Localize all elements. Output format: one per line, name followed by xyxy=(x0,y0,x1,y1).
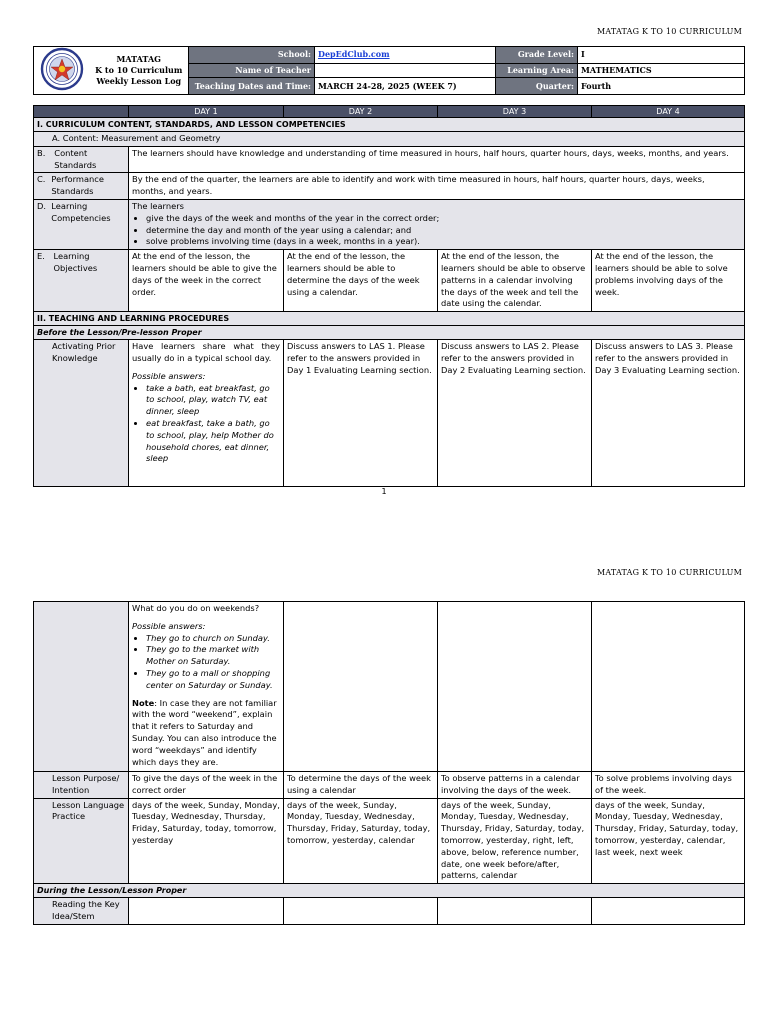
note-text: : In case they are not familiar with the word “weekend”, explain that it refers to Saturday and Sunday. You can also introduce the word “weekdays” and identify which days they are. xyxy=(132,697,277,767)
purpose-day-4: To solve problems involving days of the week. xyxy=(592,772,745,799)
teaching-dates-label: Teaching Dates and Time: xyxy=(189,78,315,95)
list-item: • determine the day and month of the year using a calendar; and xyxy=(146,225,741,237)
language-day-4: days of the week, Sunday, Monday, Tuesday, Wednesday, Thursday, Friday, Saturday, today, tomorrow, yesterday, calendar, last week, next week xyxy=(592,798,745,884)
learning-competencies-text xyxy=(129,199,745,249)
list-item: • They go to the market with Mother on Saturday. xyxy=(146,644,280,668)
grade-value: I xyxy=(578,47,745,64)
content-standards-row xyxy=(34,146,745,173)
activating-day-3: Discuss answers to LAS 2. Please refer to the answers provided in Day 2 Evaluating Learning section. xyxy=(438,340,592,487)
content-heading: A. Content: Measurement and Geometry xyxy=(34,132,745,147)
row-label: Performance Standards xyxy=(51,174,104,197)
title-line: MATATAG xyxy=(116,54,161,64)
learning-objectives-row xyxy=(34,250,745,312)
activating-prior-knowledge-row xyxy=(34,340,745,487)
lesson-table-page-1 xyxy=(33,105,745,487)
list-item: • give the days of the week and months of the year in the correct order; xyxy=(146,213,741,225)
objective-day-3: At the end of the lesson, the learners should be able to observe patterns in a calendar involving the days of the week and tell the date using the calendar. xyxy=(438,250,592,312)
section-heading-row xyxy=(34,312,745,326)
section-heading: I. CURRICULUM CONTENT, STANDARDS, AND LESSON COMPETENCIES xyxy=(34,118,745,132)
reading-day-3 xyxy=(438,898,592,925)
objective-day-2: At the end of the lesson, the learners should be able to determine the days of the week using a calendar. xyxy=(284,250,438,312)
objective-day-1: At the end of the lesson, the learners should be able to give the days of the week in the correct order. xyxy=(129,250,284,312)
list-item: • take a bath, eat breakfast, go to school, play, watch TV, eat dinner, sleep xyxy=(146,383,280,418)
content-standards-text: The learners should have knowledge and understanding of time measured in hours, half hours, quarter hours, days, weeks, months, and years. xyxy=(129,146,745,173)
language-day-1: days of the week, Sunday, Monday, Tuesday, Wednesday, Thursday, Friday, Saturday, today, tomorrow, yesterday xyxy=(129,798,284,884)
quarter-value: Fourth xyxy=(578,78,745,95)
note-label: Note xyxy=(132,697,155,708)
activating-day-2: Discuss answers to LAS 1. Please refer to the answers provided in Day 1 Evaluating Learning section. xyxy=(284,340,438,487)
activating-label-continued xyxy=(34,602,129,772)
section-heading-row xyxy=(34,118,745,132)
school-label: School: xyxy=(189,47,315,64)
objective-day-4: At the end of the lesson, the learners should be able to solve problems involving days of the week. xyxy=(592,250,745,312)
lesson-language-label: Lesson Language Practice xyxy=(34,798,129,884)
day-header: DAY 2 xyxy=(284,106,438,118)
running-header: MATATAG K TO 10 CURRICULUM xyxy=(596,27,742,36)
grade-label: Grade Level: xyxy=(496,47,578,64)
teacher-value xyxy=(315,63,496,78)
competencies-list xyxy=(132,213,741,248)
school-link[interactable]: DepEdClub.com xyxy=(318,49,390,60)
teaching-dates-value: MARCH 24-28, 2025 (WEEK 7) xyxy=(315,78,496,95)
purpose-day-2: To determine the days of the week using a calendar xyxy=(284,772,438,799)
school-value xyxy=(315,47,496,64)
lesson-table-page-2 xyxy=(33,601,745,925)
performance-standards-row xyxy=(34,173,745,200)
activating-continued-row xyxy=(34,602,745,772)
performance-standards-label xyxy=(34,173,129,200)
lesson-log-header xyxy=(33,46,745,95)
activating-label: Activating Prior Knowledge xyxy=(34,340,129,487)
deped-seal-icon xyxy=(40,47,84,91)
learning-competencies-label xyxy=(34,199,129,249)
content-row xyxy=(34,132,745,147)
learning-area-value: MATHEMATICS xyxy=(578,63,745,78)
subsection-heading: Before the Lesson/Pre-lesson Proper xyxy=(34,326,745,340)
possible-answers-label: Possible answers: xyxy=(132,620,206,631)
learning-competencies-row xyxy=(34,199,745,249)
weekend-question: What do you do on weekends? xyxy=(132,603,260,613)
day-header-blank xyxy=(34,106,129,118)
lesson-purpose-row xyxy=(34,772,745,799)
subsection-heading: During the Lesson/Lesson Proper xyxy=(34,884,745,898)
quarter-label: Quarter: xyxy=(496,78,578,95)
purpose-day-3: To observe patterns in a calendar involving the days of the week. xyxy=(438,772,592,799)
row-letter: D. xyxy=(37,200,47,211)
language-day-2: days of the week, Sunday, Monday, Tuesday, Wednesday, Thursday, Friday, Saturday, today, tomorrow, yesterday, calendar xyxy=(284,798,438,884)
activating-day-3-continued xyxy=(438,602,592,772)
possible-answers-list xyxy=(132,383,280,466)
row-letter: B. xyxy=(37,147,46,158)
day-header: DAY 1 xyxy=(129,106,284,118)
section-heading: II. TEACHING AND LEARNING PROCEDURES xyxy=(34,312,745,326)
activating-day-4: Discuss answers to LAS 3. Please refer to the answers provided in Day 3 Evaluating Learning section. xyxy=(592,340,745,487)
list-item: • eat breakfast, take a bath, go to school, play, help Mother do household chores, eat dinner, sleep xyxy=(146,418,280,465)
reading-key-idea-row xyxy=(34,898,745,925)
lesson-log-title xyxy=(90,47,189,95)
activating-day-1 xyxy=(129,340,284,487)
activating-day-4-continued xyxy=(592,602,745,772)
reading-day-4 xyxy=(592,898,745,925)
content-standards-label xyxy=(34,146,129,173)
list-item: • They go to a mall or shopping center on Saturday or Sunday. xyxy=(146,668,280,692)
lesson-purpose-label: Lesson Purpose/ Intention xyxy=(34,772,129,799)
teacher-note xyxy=(132,698,280,769)
subsection-row xyxy=(34,884,745,898)
row-letter: E. xyxy=(37,251,45,262)
activating-day-1-continued xyxy=(129,602,284,772)
performance-standards-text: By the end of the quarter, the learners are able to identify and work with time measured in hours, half hours, quarter hours, days, weeks, months, and years. xyxy=(129,173,745,200)
list-item: • They go to church on Sunday. xyxy=(146,633,280,645)
competencies-intro: The learners xyxy=(132,200,184,211)
row-label: Learning Objectives xyxy=(53,251,98,273)
deped-seal xyxy=(34,47,90,95)
learning-area-label: Learning Area: xyxy=(496,63,578,78)
page-number: 1 xyxy=(381,487,387,496)
possible-answers-list xyxy=(132,633,280,692)
row-letter: C. xyxy=(37,174,46,185)
row-label: Content Standards xyxy=(54,147,97,170)
purpose-day-1: To give the days of the week in the correct order xyxy=(129,772,284,799)
reading-day-2 xyxy=(284,898,438,925)
reading-day-1 xyxy=(129,898,284,925)
activating-day-2-continued xyxy=(284,602,438,772)
teacher-label: Name of Teacher xyxy=(189,63,315,78)
activating-prompt: Have learners share what they usually do in a typical school day. xyxy=(132,341,280,363)
title-line: Weekly Lesson Log xyxy=(96,76,182,86)
subsection-row xyxy=(34,326,745,340)
reading-key-idea-label: Reading the Key Idea/Stem xyxy=(34,898,129,925)
lesson-language-row xyxy=(34,798,745,884)
day-header: DAY 3 xyxy=(438,106,592,118)
possible-answers-label: Possible answers: xyxy=(132,370,206,381)
running-header: MATATAG K TO 10 CURRICULUM xyxy=(596,568,742,577)
row-label: Learning Competencies xyxy=(51,200,111,223)
day-header-row xyxy=(34,106,745,118)
title-line: K to 10 Curriculum xyxy=(95,65,183,75)
language-day-3: days of the week, Sunday, Monday, Tuesday, Wednesday, Thursday, Friday, Saturday, today, tomorrow, yesterday, right, left, above, below, reference number, date, one week before/after, patterns, calendar xyxy=(438,798,592,884)
list-item: • solve problems involving time (days in a week, months in a year). xyxy=(146,236,741,248)
day-header: DAY 4 xyxy=(592,106,745,118)
learning-objectives-label xyxy=(34,250,129,312)
